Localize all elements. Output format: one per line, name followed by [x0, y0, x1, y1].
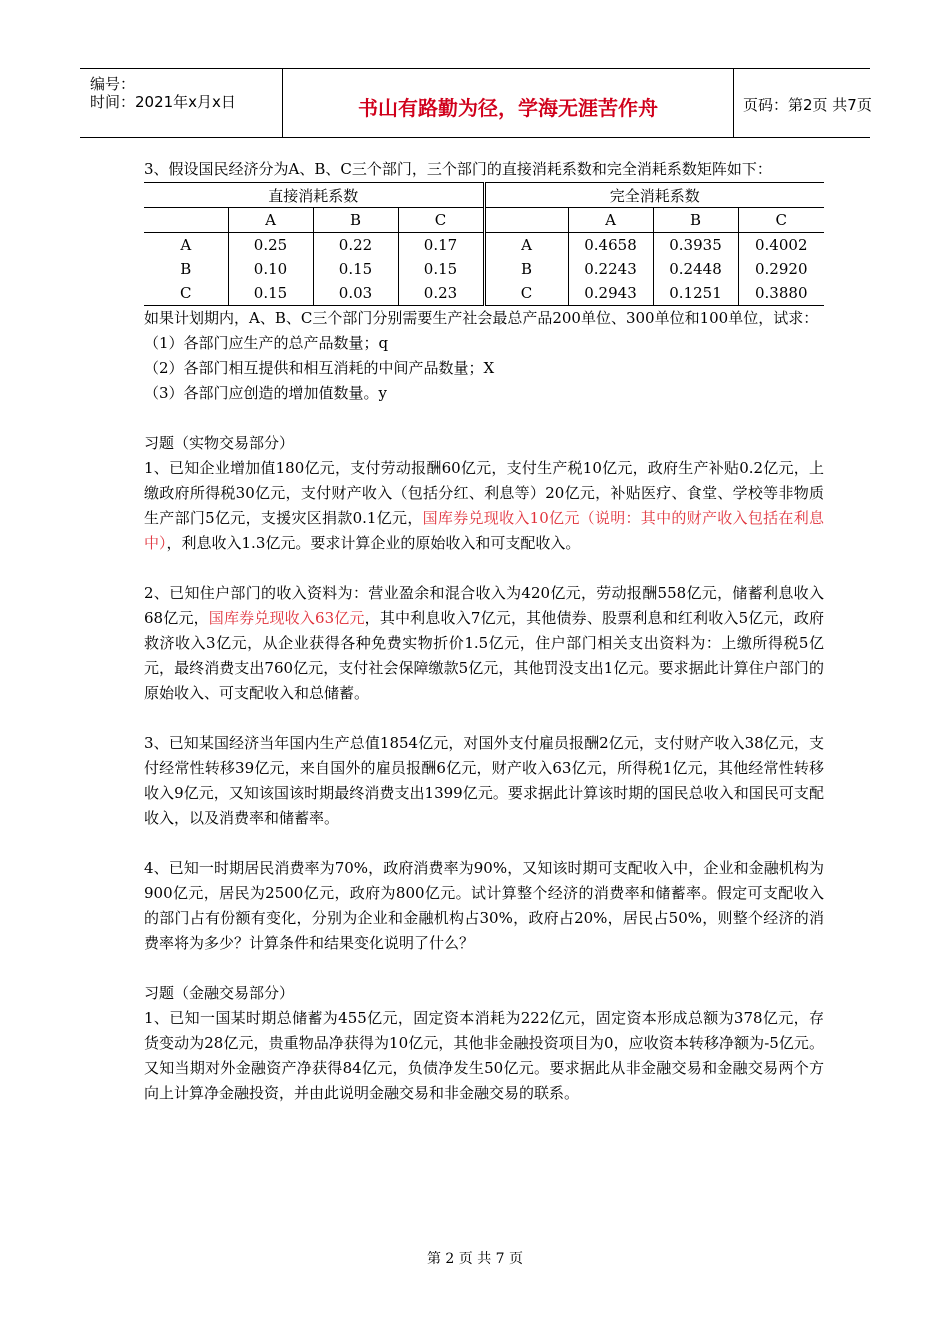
q3-item-3: （3）各部门应创造的增加值数量。y [144, 384, 388, 402]
col-header: A [568, 208, 653, 233]
direct-cell: 0.15 [228, 281, 313, 306]
corner-cell [484, 208, 568, 233]
complete-cell: 0.3935 [653, 233, 738, 258]
row-label: C [144, 281, 228, 306]
row-label: B [484, 257, 568, 281]
direct-cell: 0.17 [398, 233, 484, 258]
row-label: A [484, 233, 568, 258]
complete-cell: 0.2920 [755, 260, 808, 278]
complete-cell: 0.3880 [738, 281, 824, 306]
s1q1-text-end: ，利息收入1.3亿元。要求计算企业的原始收入和可支配收入。 [166, 534, 581, 552]
q3-item-1: （1）各部门应生产的总产品数量；q [144, 334, 389, 352]
s1-question-2 [144, 581, 824, 706]
table-row [144, 257, 824, 281]
complete-cell: 0.2448 [653, 257, 738, 281]
q3-intro: 3、假设国民经济分为A、B、C三个部门，三个部门的直接消耗系数和完全消耗系数矩阵如下： [144, 160, 772, 178]
s1q1-highlight: 国库券兑现收入10亿元（说明：其中的财产收入包括在利息中） [144, 509, 824, 552]
s1-question-3: 3、已知某国经济当年国内生产总值1854亿元，对国外支付雇员报酬2亿元，支付财产收入38亿元，支付经常性转移39亿元，来自国外的雇员报酬6亿元，财产收入63亿元，所得税1亿元，其他经常性转移收入9亿元，又知该国该时期最终消费支出1399亿元。要求据此计算该时期的国民总收入和国民可支配收入，以及消费率和储蓄率。 [144, 734, 824, 827]
s1-question-4: 4、已知一时期居民消费率为70%，政府消费率为90%，又知该时期可支配收入中，企业和金融机构为900亿元，居民为2500亿元，政府为800亿元。试计算整个经济的消费率和储蓄率。假定可支配收入的部门占有份额有变化，分别为企业和金融机构占30%，政府占20%，居民占50%，则整个经济的消费率将为多少？计算条件和结果变化说明了什么？ [144, 859, 824, 952]
header-left-cell [80, 69, 282, 137]
direct-cell: 0.15 [313, 257, 398, 281]
time-label: 时间：2021年x月x日 [90, 93, 236, 111]
row-label: C [484, 281, 568, 306]
complete-cell: 0.2943 [568, 281, 653, 306]
direct-cell: 0.23 [398, 281, 484, 306]
q3-item-2: （2）各部门相互提供和相互消耗的中间产品数量；X [144, 359, 495, 377]
s1q2-text-end: ，其中利息收入7亿元，其他债券、股票利息和红利收入5亿元，政府救济收入3亿元，从企业获得各种免费实物折价1.5亿元，住户部门相关支出资料为：上缴所得税5亿元，最终消费支出760亿元，支付社会保障缴款5亿元，其他罚没支出1亿元。要求据此计算住户部门的原始收入、可支配收入和总储蓄。 [144, 609, 824, 702]
direct-cell: 0.25 [228, 233, 313, 258]
row-label: A [144, 233, 228, 258]
complete-cell: 0.2243 [568, 257, 653, 281]
s1q2-text: 2、已知住户部门的收入资料为：营业盈余和混合收入为420亿元，劳动报酬558亿元，储蓄利息收入68亿元， [144, 584, 824, 627]
motto: 书山有路勤为径，学海无涯苦作舟 [358, 96, 658, 120]
direct-title: 直接消耗系数 [144, 183, 484, 208]
direct-cell: 0.10 [228, 257, 313, 281]
col-header: C [738, 208, 824, 233]
complete-cell: 0.1251 [653, 281, 738, 306]
q3-after: 如果计划期内，A、B、C三个部门分别需要生产社会最总产品200单位、300单位和100单位，试求： [144, 309, 819, 327]
s1-question-1 [144, 456, 824, 556]
main-content [144, 157, 824, 1106]
s2-question-1: 1、已知一国某时期总储蓄为455亿元，固定资本消耗为222亿元，固定资本形成总额为378亿元，存货变动为28亿元，贵重物品净获得为10亿元，其他非金融投资项目为0，应收资本转移净额为-5亿元。又知当期对外金融资产净获得84亿元，负债净发生50亿元。要求据此从非金融交易和金融交易两个方向上计算净金融投资，并由此说明金融交易和非金融交易的联系。 [144, 1009, 824, 1102]
col-header: B [653, 208, 738, 233]
page-footer: 第 2 页 共 7 页 [426, 1251, 524, 1267]
code-label: 编号： [90, 75, 136, 93]
table-row [144, 281, 824, 306]
complete-cell: 0.4658 [568, 233, 653, 258]
complete-title: 完全消耗系数 [484, 183, 824, 208]
s1q1-text: 1、已知企业增加值180亿元，支付劳动报酬60亿元，支付生产税10亿元，政府生产补贴0.2亿元，上缴政府所得税30亿元，支付财产收入（包括分红、利息等）20亿元，补贴医疗、食堂、学校等非物质生产部门5亿元，支援灾区捐款0.1亿元， [144, 459, 824, 527]
s1q2-highlight: 国库券兑现收入63亿元 [208, 609, 365, 627]
direct-cell: 0.22 [313, 233, 398, 258]
page-number-label: 页码：第2页 共7页 [743, 96, 872, 114]
col-header: A [228, 208, 313, 233]
complete-cell: 0.4002 [755, 236, 808, 254]
header-middle-cell [282, 69, 734, 137]
row-label: B [144, 257, 228, 281]
col-header: C [398, 208, 484, 233]
page-header [80, 68, 870, 138]
table-row [144, 233, 824, 258]
section-title-physical: 习题（实物交易部分） [144, 434, 295, 452]
corner-cell [144, 208, 228, 233]
direct-cell: 0.15 [398, 257, 484, 281]
direct-cell: 0.03 [313, 281, 398, 306]
coefficient-table [144, 182, 824, 306]
col-header: B [313, 208, 398, 233]
section-title-financial: 习题（金融交易部分） [144, 984, 295, 1002]
header-right-cell [733, 69, 870, 137]
